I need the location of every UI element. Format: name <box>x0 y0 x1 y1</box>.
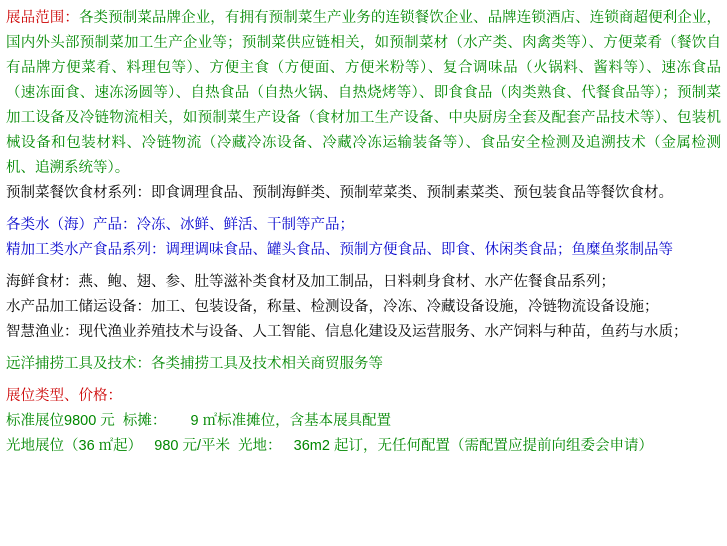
section-text: 燕、鲍、翅、参、肚等滋补类食材及加工制品，日料刺身食材、水产佐餐食品系列； <box>78 274 615 290</box>
section-label: 精加工类水产食品系列： <box>6 242 166 258</box>
section-label: 展品范围： <box>6 10 79 26</box>
section-aquatic-products <box>6 213 721 238</box>
section-processing-equipment <box>6 295 721 320</box>
section-label: 海鲜食材： <box>6 274 79 290</box>
booth-type: 标准展位 <box>6 413 64 429</box>
booth-heading-label: 展位类型、价格： <box>6 388 122 404</box>
spacer <box>6 263 721 270</box>
section-text: 即食调理食品、预制海鲜类、预制荤菜类、预制素菜类、预包装食品等餐饮食材。 <box>151 185 673 201</box>
section-prepared-catering <box>6 181 721 206</box>
booth-price: 980 元/平米 <box>154 438 230 454</box>
booth-row-raw-space <box>6 434 721 459</box>
booth-spec-label: 光地： <box>238 438 282 454</box>
spacer <box>6 345 721 352</box>
section-label: 预制菜餐饮食材系列： <box>6 185 151 201</box>
section-seafood-ingredients <box>6 270 721 295</box>
section-text: 调理调味食品、罐头食品、预制方便食品、即食、休闲类食品；鱼糜鱼浆制品等 <box>165 242 673 258</box>
section-exhibit-scope <box>6 6 721 181</box>
booth-spec-label: 标摊： <box>122 413 167 429</box>
section-text: 各类捕捞工具及技术相关商贸服务等 <box>151 356 383 372</box>
section-label: 智慧渔业： <box>6 324 79 340</box>
section-ocean-fishing <box>6 352 721 377</box>
section-smart-fishery <box>6 320 721 345</box>
section-label: 水产品加工储运设备： <box>6 299 151 315</box>
section-label: 远洋捕捞工具及技术： <box>6 356 151 372</box>
booth-spec: 9 ㎡标准摊位，含基本展具配置 <box>190 413 392 429</box>
booth-spec: 36m2 起订，无任何配置（需配置应提前向组委会申请） <box>293 438 653 454</box>
booth-heading <box>6 384 721 409</box>
section-label: 各类水（海）产品： <box>6 217 137 233</box>
spacer <box>6 377 721 384</box>
section-text: 现代渔业养殖技术与设备、人工智能、信息化建设及运营服务、水产饲料与种苗，鱼药与水质； <box>78 324 688 340</box>
booth-price: 9800 元 <box>64 413 115 429</box>
section-deep-processed <box>6 238 721 263</box>
section-text: 加工、包装设备，称量、检测设备，冷冻、冷藏设备设施，冷链物流设备设施； <box>151 299 659 315</box>
section-text: 各类预制菜品牌企业，有拥有预制菜生产业务的连锁餐饮企业、品牌连锁酒店、连锁商超便利企业，国内外头部预制菜加工生产企业等；预制菜供应链相关，如预制菜材（水产类、肉禽类等）、方便菜肴（餐饮自有品牌方便菜肴、料理包等）、方便主食（方便面、方便米粉等）、复合调味品（火锅料、酱料等）、速冻食品（速冻面食、速冻汤圆等）、自热食品（自热火锅、自热烧烤等）、即食食品（肉类熟食、代餐食品等）；预制菜加工设备及冷链物流相关，如预制菜生产设备（食材加工生产设备、中央厨房全套及配套产品技术等）、包装机械设备和包装材料、冷链物流（冷藏冷冻设备、冷藏冷冻运输装备等）、食品安全检测及追溯技术（金属检测机、追溯系统等）。 <box>6 10 721 176</box>
section-text: 冷冻、冰鲜、鲜活、干制等产品； <box>136 217 354 233</box>
booth-type: 光地展位（36 ㎡起） <box>6 438 143 454</box>
booth-row-standard <box>6 409 721 434</box>
spacer <box>6 206 721 213</box>
